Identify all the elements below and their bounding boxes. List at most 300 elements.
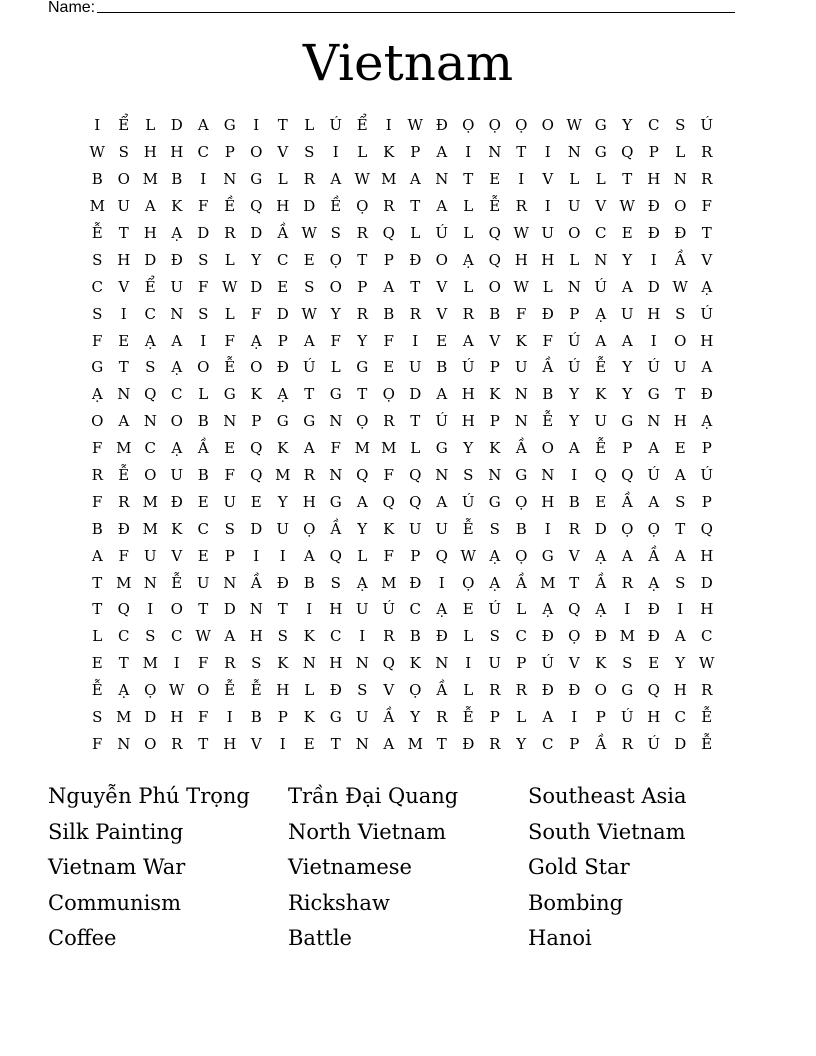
grid-cell: S bbox=[330, 224, 341, 242]
grid-cell: C bbox=[330, 627, 342, 646]
word-list-item: Trần Đại Quang bbox=[288, 784, 459, 808]
grid-cell: Ú bbox=[700, 116, 714, 135]
grid-cell: A bbox=[621, 546, 633, 565]
grid-cell: R bbox=[701, 143, 713, 162]
grid-cell: I bbox=[518, 170, 525, 189]
grid-cell: E bbox=[436, 331, 448, 350]
grid-cell: L bbox=[304, 116, 315, 135]
grid-cell: I bbox=[306, 600, 313, 619]
grid-cell: Y bbox=[622, 385, 633, 404]
grid-cell: U bbox=[620, 304, 634, 323]
grid-cell: I bbox=[650, 331, 657, 350]
grid-cell: D bbox=[170, 116, 183, 135]
grid-cell: O bbox=[594, 681, 607, 700]
grid-cell: T bbox=[675, 519, 686, 538]
grid-cell: T bbox=[277, 600, 288, 619]
grid-cell: S bbox=[92, 304, 103, 323]
grid-cell: L bbox=[516, 708, 527, 727]
grid-cell: Đ bbox=[647, 197, 660, 216]
grid-cell: Q bbox=[250, 466, 263, 485]
grid-cell: H bbox=[302, 492, 316, 511]
grid-cell: Ọ bbox=[462, 116, 475, 135]
grid-cell: Ầ bbox=[674, 250, 686, 269]
grid-cell: D bbox=[250, 519, 263, 538]
word-list-item: Vietnamese bbox=[288, 855, 412, 880]
grid-cell: P bbox=[489, 358, 500, 377]
grid-cell: A bbox=[674, 466, 686, 485]
word-list-item: Nguyễn Phú Trọng bbox=[48, 784, 250, 808]
grid-cell: U bbox=[170, 277, 184, 296]
grid-cell: L bbox=[410, 439, 421, 458]
grid-cell: Ú bbox=[461, 492, 475, 511]
grid-cell: Đ bbox=[276, 573, 289, 592]
grid-cell: B bbox=[171, 170, 183, 189]
grid-cell: A bbox=[436, 385, 448, 404]
grid-cell: A bbox=[568, 439, 580, 458]
grid-cell: W bbox=[89, 143, 105, 162]
grid-cell: Q bbox=[435, 546, 448, 565]
grid-cell: K bbox=[277, 654, 289, 673]
grid-cell: R bbox=[356, 224, 368, 242]
grid-cell: I bbox=[200, 170, 207, 189]
grid-cell: C bbox=[171, 627, 183, 646]
grid-cell: A bbox=[171, 331, 183, 350]
word-list-item: Silk Painting bbox=[48, 819, 184, 844]
grid-cell: R bbox=[356, 304, 368, 323]
grid-cell: U bbox=[488, 654, 502, 673]
grid-cell: Q bbox=[144, 385, 157, 404]
grid-cell: H bbox=[461, 385, 475, 404]
letter-grid bbox=[84, 112, 720, 757]
grid-cell: D bbox=[250, 224, 263, 242]
grid-cell: R bbox=[383, 627, 395, 646]
grid-cell: T bbox=[410, 412, 421, 431]
grid-cell: T bbox=[118, 358, 129, 377]
word-list-item: Hanoi bbox=[528, 926, 592, 951]
grid-cell: Ú bbox=[382, 600, 396, 619]
grid-cell: T bbox=[92, 600, 103, 619]
grid-cell: T bbox=[198, 734, 209, 753]
grid-cell: Ạ bbox=[701, 277, 713, 296]
grid-cell: A bbox=[356, 492, 368, 511]
grid-cell: Y bbox=[622, 250, 633, 269]
grid-cell: T bbox=[277, 116, 288, 135]
grid-cell: F bbox=[92, 734, 103, 753]
grid-cell: S bbox=[92, 250, 103, 269]
grid-cell: W bbox=[513, 277, 529, 296]
grid-cell: A bbox=[197, 116, 209, 135]
grid-cell: P bbox=[224, 143, 235, 162]
grid-cell: D bbox=[647, 277, 660, 296]
grid-cell: Ú bbox=[594, 277, 608, 296]
grid-cell: A bbox=[621, 277, 633, 296]
grid-cell: N bbox=[302, 654, 316, 673]
grid-cell: Ú bbox=[567, 331, 581, 350]
grid-cell: H bbox=[647, 708, 661, 727]
grid-cell: U bbox=[117, 197, 131, 216]
grid-cell: U bbox=[196, 573, 210, 592]
grid-cell: S bbox=[357, 681, 368, 700]
word-list-item: Battle bbox=[288, 926, 352, 951]
grid-cell: K bbox=[489, 385, 501, 404]
grid-cell: G bbox=[303, 412, 316, 431]
grid-cell: O bbox=[488, 277, 501, 296]
grid-cell: M bbox=[142, 519, 158, 538]
grid-cell: E bbox=[462, 600, 474, 619]
grid-cell: N bbox=[647, 412, 661, 431]
grid-cell: E bbox=[489, 170, 501, 189]
grid-cell: Ầ bbox=[595, 573, 607, 592]
grid-cell: U bbox=[594, 412, 608, 431]
grid-cell: Ễ bbox=[91, 224, 103, 242]
grid-cell: E bbox=[595, 492, 607, 511]
grid-cell: M bbox=[89, 197, 105, 216]
grid-cell: T bbox=[357, 385, 368, 404]
grid-cell: S bbox=[251, 654, 262, 673]
grid-cell: R bbox=[409, 304, 421, 323]
grid-cell: H bbox=[117, 250, 131, 269]
grid-cell: H bbox=[223, 734, 237, 753]
grid-cell: Y bbox=[357, 519, 368, 538]
grid-cell: H bbox=[700, 600, 714, 619]
grid-cell: M bbox=[540, 573, 556, 592]
word-list-item: South Vietnam bbox=[528, 819, 686, 844]
word-list-item: Communism bbox=[48, 890, 181, 915]
grid-cell: Q bbox=[647, 681, 660, 700]
grid-cell: S bbox=[304, 143, 315, 162]
grid-cell: N bbox=[567, 143, 581, 162]
grid-cell: Đ bbox=[647, 627, 660, 646]
grid-cell: A bbox=[224, 627, 236, 646]
grid-cell: H bbox=[276, 681, 290, 700]
grid-cell: O bbox=[250, 358, 263, 377]
grid-cell: O bbox=[541, 439, 554, 458]
grid-cell: H bbox=[673, 412, 687, 431]
grid-cell: Ọ bbox=[329, 250, 342, 269]
grid-cell: I bbox=[544, 197, 551, 216]
grid-cell: L bbox=[675, 143, 686, 162]
grid-cell: F bbox=[118, 546, 129, 565]
grid-cell: Y bbox=[357, 331, 368, 350]
grid-cell: H bbox=[143, 224, 157, 242]
grid-cell: Ễ bbox=[542, 412, 554, 431]
grid-cell: S bbox=[118, 143, 129, 162]
grid-cell: V bbox=[568, 654, 580, 673]
grid-cell: Ọ bbox=[409, 681, 422, 700]
grid-cell: L bbox=[330, 358, 341, 377]
grid-cell: Ễ bbox=[171, 573, 183, 592]
grid-cell: R bbox=[224, 224, 236, 242]
grid-cell: K bbox=[171, 197, 183, 216]
grid-cell: B bbox=[409, 627, 421, 646]
grid-cell: A bbox=[674, 546, 686, 565]
grid-cell: Đ bbox=[568, 681, 581, 700]
grid-cell: Ú bbox=[647, 734, 661, 753]
grid-cell: W bbox=[195, 627, 211, 646]
grid-cell: Ầ bbox=[277, 224, 289, 242]
grid-cell: F bbox=[224, 331, 235, 350]
grid-cell: L bbox=[224, 250, 235, 269]
grid-cell: U bbox=[143, 546, 157, 565]
grid-cell: E bbox=[648, 654, 660, 673]
grid-cell: P bbox=[595, 708, 606, 727]
grid-cell: Ạ bbox=[595, 304, 607, 323]
grid-cell: N bbox=[488, 143, 502, 162]
grid-cell: Đ bbox=[462, 734, 475, 753]
grid-cell: M bbox=[381, 439, 397, 458]
grid-cell: Ọ bbox=[515, 546, 528, 565]
grid-cell: Ể bbox=[144, 277, 156, 296]
grid-cell: A bbox=[648, 492, 660, 511]
grid-cell: E bbox=[250, 492, 262, 511]
grid-cell: S bbox=[330, 573, 341, 592]
grid-cell: Ầ bbox=[250, 573, 262, 592]
grid-cell: I bbox=[650, 250, 657, 269]
grid-cell: Ú bbox=[700, 466, 714, 485]
grid-cell: L bbox=[463, 681, 474, 700]
grid-cell: G bbox=[621, 412, 634, 431]
grid-cell: Ạ bbox=[91, 385, 103, 404]
grid-cell: R bbox=[436, 708, 448, 727]
grid-cell: Đ bbox=[435, 627, 448, 646]
grid-cell: N bbox=[117, 734, 131, 753]
grid-cell: T bbox=[198, 600, 209, 619]
grid-cell: V bbox=[701, 250, 713, 269]
grid-cell: R bbox=[621, 573, 633, 592]
grid-cell: Q bbox=[594, 466, 607, 485]
grid-cell: C bbox=[595, 224, 607, 242]
grid-cell: L bbox=[304, 681, 315, 700]
grid-cell: Ầ bbox=[621, 492, 633, 511]
grid-cell: K bbox=[595, 385, 607, 404]
grid-cell: Đ bbox=[647, 600, 660, 619]
grid-cell: G bbox=[329, 708, 342, 727]
grid-cell: A bbox=[91, 546, 103, 565]
grid-cell: O bbox=[170, 412, 183, 431]
grid-cell: Ễ bbox=[595, 439, 607, 458]
grid-cell: U bbox=[355, 600, 369, 619]
grid-cell: Ạ bbox=[701, 412, 713, 431]
grid-cell: Ễ bbox=[701, 734, 713, 753]
grid-cell: N bbox=[223, 412, 237, 431]
grid-cell: A bbox=[701, 358, 713, 377]
grid-cell: L bbox=[277, 170, 288, 189]
grid-cell: B bbox=[489, 304, 501, 323]
grid-cell: G bbox=[541, 546, 554, 565]
grid-cell: V bbox=[171, 546, 183, 565]
grid-cell: Q bbox=[356, 466, 369, 485]
grid-cell: O bbox=[329, 277, 342, 296]
grid-cell: O bbox=[541, 116, 554, 135]
grid-cell: D bbox=[144, 708, 157, 727]
grid-cell: A bbox=[542, 708, 554, 727]
grid-cell: Y bbox=[622, 116, 633, 135]
grid-cell: G bbox=[329, 385, 342, 404]
grid-cell: I bbox=[279, 546, 286, 565]
grid-cell: I bbox=[544, 143, 551, 162]
grid-cell: E bbox=[621, 224, 633, 242]
grid-cell: T bbox=[622, 170, 633, 189]
grid-cell: Ạ bbox=[118, 681, 130, 700]
grid-cell: I bbox=[571, 708, 578, 727]
grid-cell: Q bbox=[621, 143, 634, 162]
grid-cell: T bbox=[118, 224, 129, 242]
grid-cell: L bbox=[569, 250, 580, 269]
grid-cell: Ễ bbox=[91, 681, 103, 700]
grid-cell: T bbox=[516, 143, 527, 162]
grid-cell: Ú bbox=[435, 224, 449, 242]
grid-cell: R bbox=[383, 197, 395, 216]
grid-cell: I bbox=[438, 573, 445, 592]
grid-cell: A bbox=[648, 439, 660, 458]
grid-cell: U bbox=[170, 466, 184, 485]
grid-cell: P bbox=[648, 143, 659, 162]
grid-cell: S bbox=[463, 466, 474, 485]
grid-cell: Đ bbox=[435, 116, 448, 135]
grid-cell: P bbox=[224, 546, 235, 565]
grid-cell: L bbox=[145, 116, 156, 135]
grid-cell: H bbox=[249, 627, 263, 646]
grid-cell: O bbox=[91, 412, 104, 431]
grid-cell: S bbox=[675, 116, 686, 135]
grid-cell: R bbox=[701, 170, 713, 189]
grid-cell: Ầ bbox=[515, 439, 527, 458]
grid-cell: T bbox=[92, 573, 103, 592]
grid-cell: P bbox=[410, 143, 421, 162]
grid-cell: Ầ bbox=[436, 681, 448, 700]
grid-cell: Ú bbox=[620, 708, 634, 727]
grid-cell: P bbox=[489, 708, 500, 727]
grid-cell: Đ bbox=[329, 681, 342, 700]
grid-cell: A bbox=[330, 170, 342, 189]
grid-cell: N bbox=[355, 654, 369, 673]
grid-cell: R bbox=[568, 519, 580, 538]
grid-cell: F bbox=[701, 197, 712, 216]
grid-cell: N bbox=[223, 170, 237, 189]
grid-cell: Đ bbox=[409, 250, 422, 269]
grid-cell: R bbox=[621, 734, 633, 753]
grid-cell: Ọ bbox=[382, 385, 395, 404]
grid-cell: F bbox=[224, 466, 235, 485]
grid-cell: F bbox=[198, 654, 209, 673]
grid-cell: I bbox=[544, 519, 551, 538]
name-underline bbox=[97, 11, 735, 13]
grid-cell: Ạ bbox=[462, 250, 474, 269]
grid-cell: Q bbox=[621, 466, 634, 485]
grid-cell: O bbox=[144, 734, 157, 753]
grid-cell: Ạ bbox=[171, 224, 183, 242]
grid-cell: T bbox=[330, 734, 341, 753]
grid-cell: U bbox=[223, 492, 237, 511]
grid-cell: E bbox=[277, 277, 289, 296]
grid-cell: R bbox=[515, 681, 527, 700]
grid-cell: Ạ bbox=[250, 331, 262, 350]
grid-cell: C bbox=[144, 439, 156, 458]
grid-cell: A bbox=[118, 412, 130, 431]
grid-cell: F bbox=[330, 331, 341, 350]
grid-cell: C bbox=[701, 627, 713, 646]
grid-cell: Ọ bbox=[303, 519, 316, 538]
grid-cell: S bbox=[304, 277, 315, 296]
word-list-item: Southeast Asia bbox=[528, 784, 687, 808]
grid-cell: P bbox=[489, 412, 500, 431]
page-title: Vietnam bbox=[302, 34, 514, 92]
grid-cell: U bbox=[276, 519, 290, 538]
grid-cell: E bbox=[118, 331, 130, 350]
grid-cell: R bbox=[489, 681, 501, 700]
grid-cell: K bbox=[383, 143, 395, 162]
grid-cell: S bbox=[145, 627, 156, 646]
grid-cell: P bbox=[701, 439, 712, 458]
grid-cell: Ọ bbox=[488, 116, 501, 135]
grid-cell: G bbox=[276, 412, 289, 431]
grid-cell: S bbox=[675, 304, 686, 323]
grid-cell: Ạ bbox=[595, 600, 607, 619]
grid-cell: T bbox=[410, 197, 421, 216]
grid-cell: L bbox=[569, 170, 580, 189]
grid-cell: D bbox=[674, 734, 687, 753]
grid-cell: R bbox=[91, 466, 103, 485]
grid-cell: R bbox=[383, 412, 395, 431]
grid-cell: G bbox=[223, 385, 236, 404]
grid-cell: K bbox=[303, 708, 315, 727]
grid-cell: N bbox=[143, 573, 157, 592]
grid-cell: Ọ bbox=[647, 519, 660, 538]
grid-cell: L bbox=[92, 627, 103, 646]
grid-cell: T bbox=[463, 170, 474, 189]
grid-cell: Ú bbox=[461, 358, 475, 377]
grid-cell: B bbox=[197, 466, 209, 485]
grid-cell: V bbox=[250, 734, 262, 753]
grid-cell: O bbox=[674, 331, 687, 350]
grid-cell: U bbox=[408, 519, 422, 538]
grid-cell: Ễ bbox=[224, 681, 236, 700]
grid-cell: U bbox=[567, 197, 581, 216]
grid-cell: Ọ bbox=[144, 681, 157, 700]
grid-cell: W bbox=[513, 224, 529, 242]
grid-cell: S bbox=[92, 708, 103, 727]
grid-cell: W bbox=[301, 224, 317, 242]
grid-cell: S bbox=[198, 250, 209, 269]
grid-cell: Đ bbox=[170, 250, 183, 269]
grid-cell: R bbox=[224, 654, 236, 673]
grid-cell: E bbox=[303, 250, 315, 269]
grid-cell: M bbox=[381, 573, 397, 592]
grid-cell: H bbox=[647, 304, 661, 323]
grid-cell: I bbox=[571, 466, 578, 485]
grid-cell: Ầ bbox=[383, 708, 395, 727]
grid-cell: Ọ bbox=[621, 519, 634, 538]
grid-cell: S bbox=[675, 492, 686, 511]
grid-cell: D bbox=[594, 519, 607, 538]
grid-cell: A bbox=[462, 331, 474, 350]
name-label: Name: bbox=[48, 0, 96, 16]
grid-cell: A bbox=[303, 546, 315, 565]
grid-cell: Đ bbox=[700, 385, 713, 404]
grid-cell: Y bbox=[516, 734, 527, 753]
grid-cell: N bbox=[355, 734, 369, 753]
grid-cell: G bbox=[91, 358, 104, 377]
grid-cell: F bbox=[92, 331, 103, 350]
grid-cell: R bbox=[462, 304, 474, 323]
grid-cell: I bbox=[412, 331, 419, 350]
grid-cell: O bbox=[674, 197, 687, 216]
grid-cell: G bbox=[435, 439, 448, 458]
grid-cell: P bbox=[357, 277, 368, 296]
grid-cell: M bbox=[354, 439, 370, 458]
grid-cell: C bbox=[277, 250, 289, 269]
grid-cell: C bbox=[674, 708, 686, 727]
